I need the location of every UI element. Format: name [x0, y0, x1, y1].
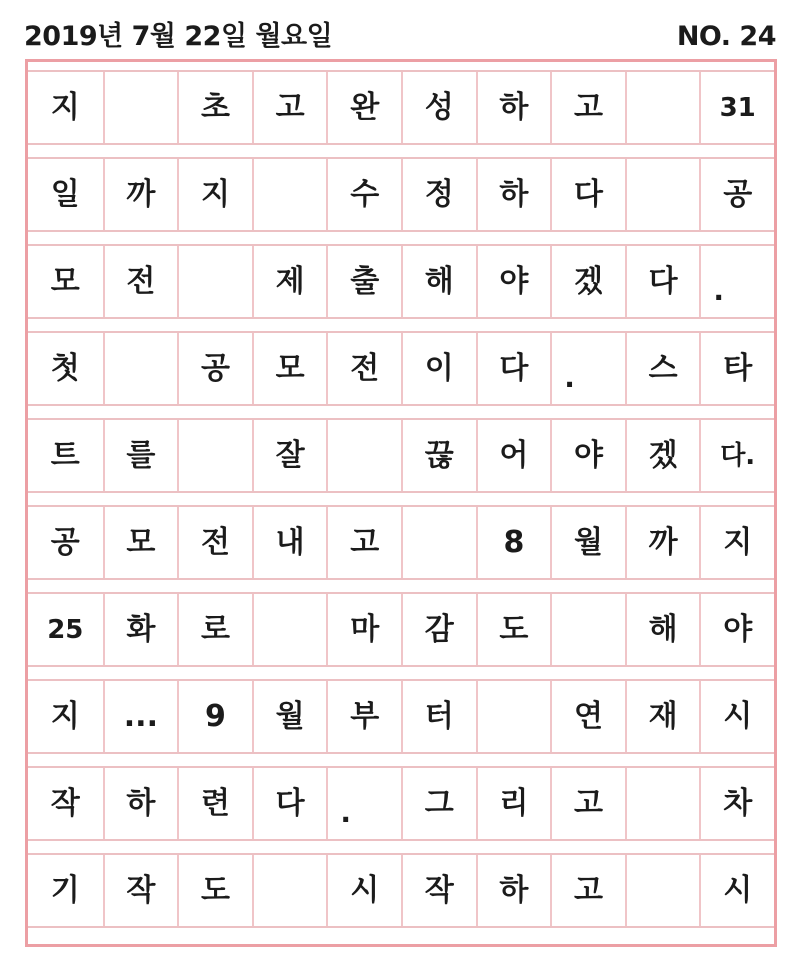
grid-cell: 야	[476, 246, 551, 317]
grid-cell: 스	[625, 333, 700, 404]
grid-cell: 로	[177, 594, 252, 665]
grid-cell	[625, 768, 700, 839]
grid-cell: 해	[401, 246, 476, 317]
grid-row	[28, 418, 774, 493]
grid-cell: 까	[103, 159, 178, 230]
grid-cell: 하	[476, 855, 551, 926]
grid-cell: .	[550, 333, 625, 404]
grid-cell: 공	[699, 159, 774, 230]
grid-cell: 내	[252, 507, 327, 578]
grid-cell: 도	[476, 594, 551, 665]
grid-cell: 시	[699, 855, 774, 926]
grid-cell: 작	[401, 855, 476, 926]
grid-cell: 25	[47, 614, 84, 645]
grid-cell: 도	[177, 855, 252, 926]
grid-cell: 시	[326, 855, 401, 926]
grid-cell: 잘	[252, 420, 327, 491]
grid-cell: 고	[252, 72, 327, 143]
grid-cell: 고	[550, 855, 625, 926]
grid-cell: 화	[103, 594, 178, 665]
grid-row	[28, 244, 774, 319]
grid-cell: 재	[625, 681, 700, 752]
grid-cell: 작	[50, 785, 80, 821]
grid-cell: 다	[550, 159, 625, 230]
grid-cell: 모	[50, 263, 80, 299]
grid-cell: 부	[326, 681, 401, 752]
grid-cell: 겠	[625, 420, 700, 491]
grid-cell: 지	[177, 159, 252, 230]
grid-cell: 겠	[550, 246, 625, 317]
grid-cell	[625, 159, 700, 230]
grid-cell: 전	[103, 246, 178, 317]
grid-cell: 완	[326, 72, 401, 143]
grid-cell: 다	[476, 333, 551, 404]
grid-cell: 기	[50, 872, 80, 908]
manuscript-grid	[25, 59, 777, 947]
grid-cell: 다	[252, 768, 327, 839]
grid-cell: 일	[50, 176, 80, 212]
grid-cell: 차	[699, 768, 774, 839]
grid-cell: 감	[401, 594, 476, 665]
grid-cell: 8	[476, 507, 551, 578]
grid-cell: 고	[550, 72, 625, 143]
grid-cell: 출	[326, 246, 401, 317]
grid-cell: 리	[476, 768, 551, 839]
grid-cell: 트	[50, 437, 80, 473]
grid-cell: 다.	[699, 420, 774, 491]
grid-cell: 첫	[50, 350, 80, 386]
date-label: 2019년 7월 22일 월요일	[24, 21, 333, 52]
grid-cell: ...	[103, 681, 178, 752]
grid-cell: 야	[550, 420, 625, 491]
grid-cell: 모	[103, 507, 178, 578]
grid-cell: 하	[476, 72, 551, 143]
grid-cell: 공	[50, 524, 80, 560]
grid-cell: 작	[103, 855, 178, 926]
grid-cell: 그	[401, 768, 476, 839]
grid-cell: 다	[625, 246, 700, 317]
grid-cell	[550, 594, 625, 665]
grid-cell: 성	[401, 72, 476, 143]
grid-cell	[103, 333, 178, 404]
page-header	[0, 0, 802, 58]
grid-cell	[252, 159, 327, 230]
grid-cell	[252, 594, 327, 665]
grid-cell: 이	[401, 333, 476, 404]
grid-cell: 연	[550, 681, 625, 752]
grid-cell: 해	[625, 594, 700, 665]
grid-cell: 전	[177, 507, 252, 578]
grid-cell	[401, 507, 476, 578]
grid-row	[28, 853, 774, 928]
grid-cell: 고	[550, 768, 625, 839]
grid-cell: 시	[699, 681, 774, 752]
grid-cell: .	[699, 246, 774, 317]
grid-cell: 야	[699, 594, 774, 665]
grid-row	[28, 679, 774, 754]
grid-cell: 초	[177, 72, 252, 143]
grid-cell	[252, 855, 327, 926]
grid-cell: 지	[699, 507, 774, 578]
grid-cell: 고	[326, 507, 401, 578]
grid-cell	[625, 72, 700, 143]
grid-cell: 제	[252, 246, 327, 317]
grid-cell	[177, 420, 252, 491]
grid-cell: 까	[625, 507, 700, 578]
grid-cell	[326, 420, 401, 491]
grid-row	[28, 157, 774, 232]
grid-row	[28, 331, 774, 406]
grid-cell: 수	[326, 159, 401, 230]
grid-cell: 전	[326, 333, 401, 404]
grid-row	[28, 766, 774, 841]
grid-row	[28, 592, 774, 667]
grid-cell: .	[326, 768, 401, 839]
grid-cell: 련	[177, 768, 252, 839]
grid-cell	[625, 855, 700, 926]
grid-row	[28, 505, 774, 580]
grid-cell: 를	[103, 420, 178, 491]
grid-cell: 월	[550, 507, 625, 578]
grid-cell: 타	[699, 333, 774, 404]
grid-cell	[476, 681, 551, 752]
page-number: NO. 24	[676, 21, 776, 52]
grid-cell: 지	[50, 89, 80, 125]
grid-cell: 공	[177, 333, 252, 404]
grid-cell	[103, 72, 178, 143]
grid-cell: 월	[252, 681, 327, 752]
grid-cell: 9	[177, 681, 252, 752]
grid-cell: 터	[401, 681, 476, 752]
grid-cell: 모	[252, 333, 327, 404]
grid-cell: 31	[699, 72, 774, 143]
grid-cell: 정	[401, 159, 476, 230]
grid-row	[28, 70, 774, 145]
grid-cell: 하	[476, 159, 551, 230]
grid-cell	[177, 246, 252, 317]
grid-cell: 끊	[401, 420, 476, 491]
grid-cell: 마	[326, 594, 401, 665]
grid-cell: 어	[476, 420, 551, 491]
grid-cell: 지	[50, 698, 80, 734]
grid-cell: 하	[103, 768, 178, 839]
